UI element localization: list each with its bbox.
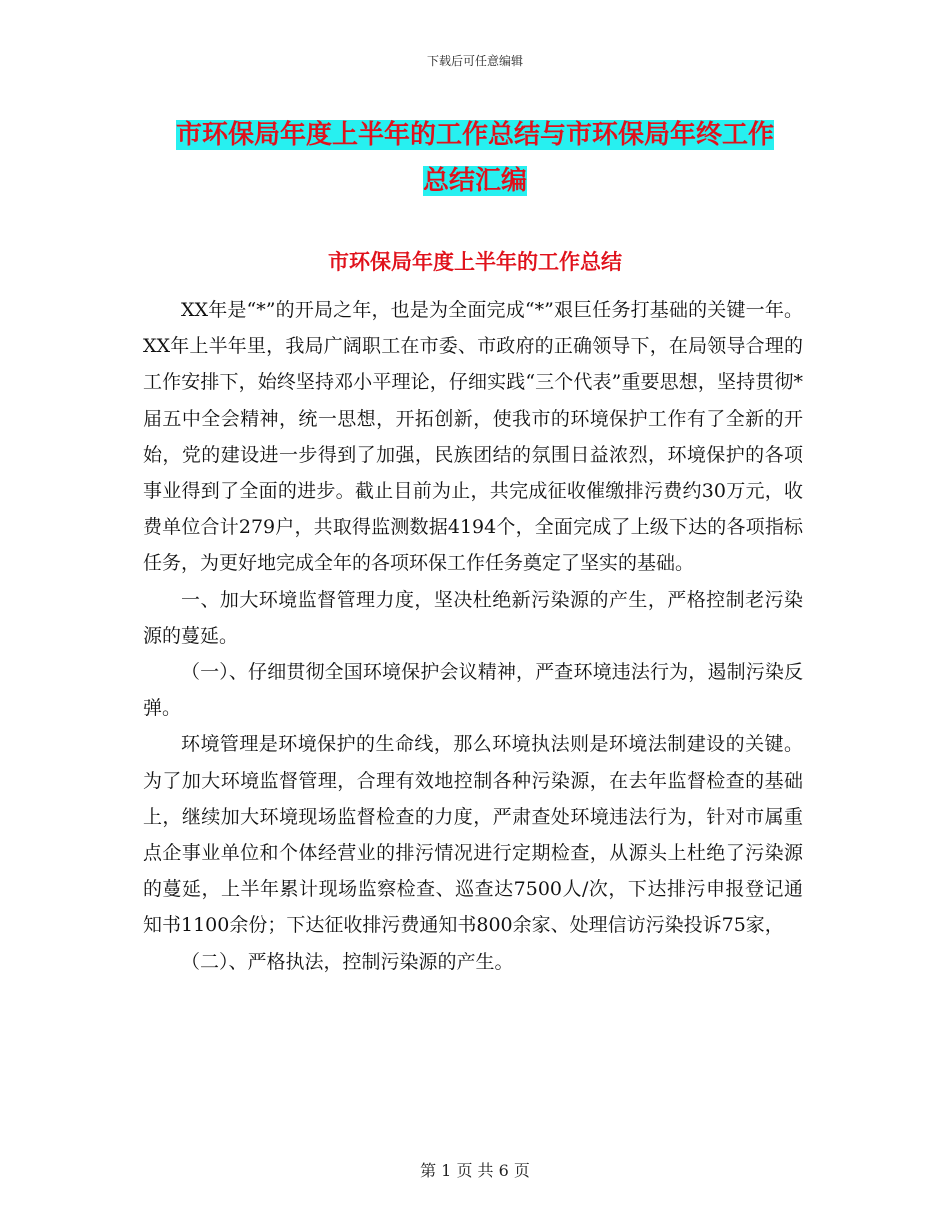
- paragraph-subheading-1: （一）、仔细贯彻全国环境保护会议精神，严查环境违法行为，遏制污染反弹。: [143, 661, 803, 720]
- paragraph-heading-1: 一、加大环境监督管理力度，坚决杜绝新污染源的产生，严格控制老污染源的蔓延。: [143, 588, 803, 647]
- paragraph-intro: XX年是“*”的开局之年，也是为全面完成“*”艰巨任务打基础的关键一年。XX年上半年里，我局广阔职工在市委、市政府的正确领导下，在局领导合理的工作安排下，始终坚持邓小平理论，仔细实践“三个代表”重要思想，坚持贯彻*届五中全会精神，统一思想，开拓创新，使我市的环境保护工作有了全新的开始，党的建设进一步得到了加强，民族团结的氛围日益浓烈，环境保护的各项事业得到了全面的进步。截止目前为止，共完成征收催缴排污费约30万元，收费单位合计279户，共取得监测数据4194个，全面完成了上级下达的各项指标任务，为更好地完成全年的各项环保工作任务奠定了坚实的基础。: [143, 299, 803, 575]
- page-header-note: 下载后可任意编辑: [426, 54, 523, 68]
- document-title: [150, 112, 800, 204]
- section-subtitle: 市环保局年度上半年的工作总结: [328, 250, 622, 274]
- document-title-line1: 市环保局年度上半年的工作总结与市环保局年终工作: [175, 120, 774, 150]
- page-indicator: 第 1 页 共 6 页: [420, 1161, 530, 1180]
- paragraph-subheading-2: （二）、严格执法，控制污染源的产生。: [181, 950, 514, 973]
- document-body: [143, 292, 803, 980]
- paragraph-enforcement: 环境管理是环境保护的生命线，那么环境执法则是环境法制建设的关键。为了加大环境监督管理，合理有效地控制各种污染源，在去年监督检查的基础上，继续加大环境现场监督检查的力度，严肃查处环境违法行为，针对市属重点企事业单位和个体经营业的排污情况进行定期检查，从源头上杜绝了污染源的蔓延，上半年累计现场监察检查、巡查达7500人/次，下达排污申报登记通知书1100余份；下达征收排污费通知书800余家、处理信访污染投诉75家，: [143, 733, 803, 937]
- document-title-line2: 总结汇编: [422, 166, 527, 196]
